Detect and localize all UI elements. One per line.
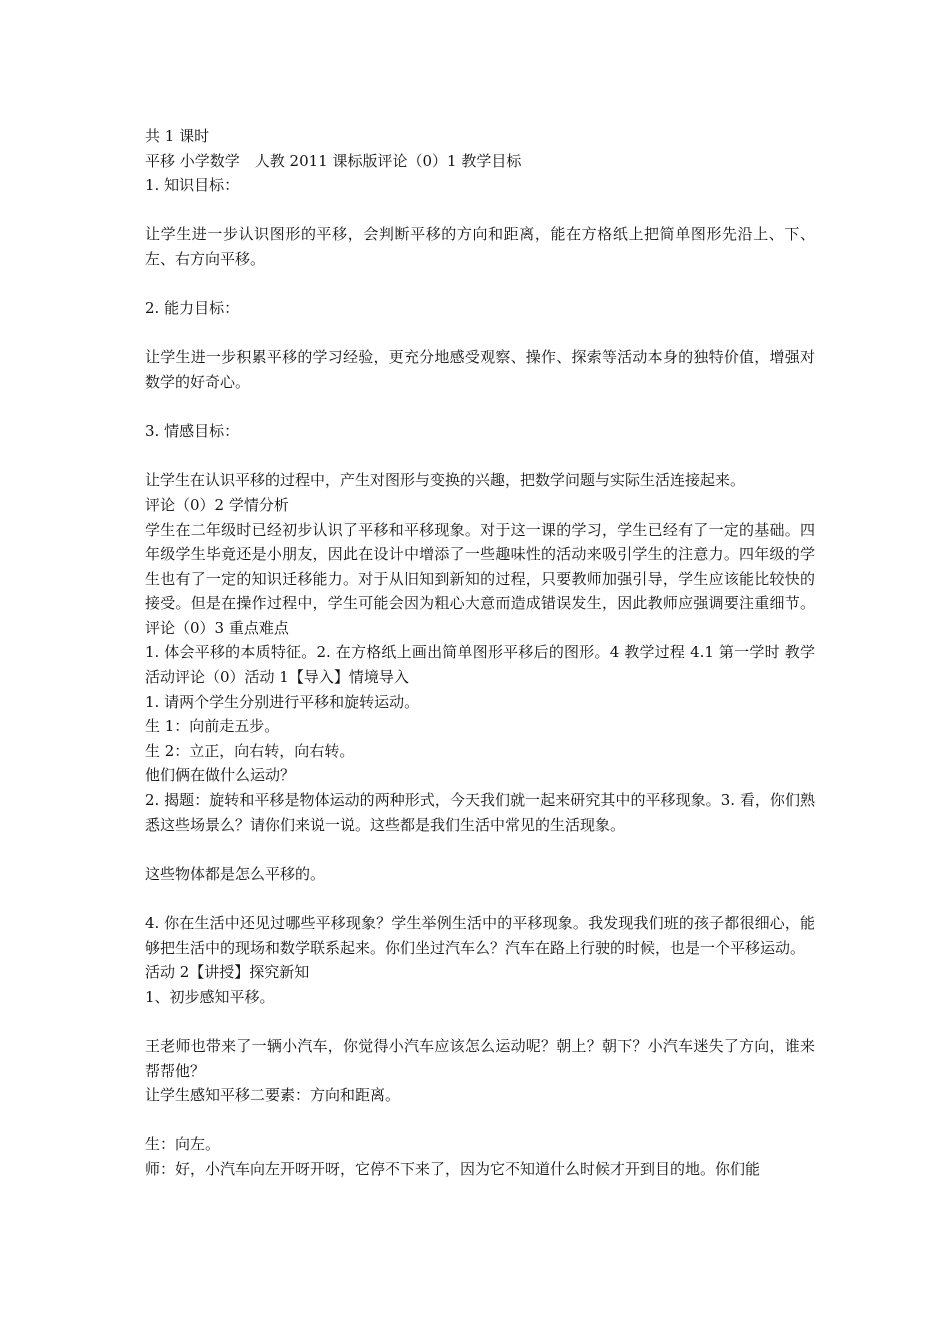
knowledge-goal-text: 让学生进一步认识图形的平移，会判断平移的方向和距离，能在方格纸上把简单图形先沿上、下、左、右方向平移。: [145, 225, 815, 268]
toy-car-text: 王老师也带来了一辆小汽车，你觉得小汽车应该怎么运动呢？朝上？朝下？小汽车迷失了方向，谁来帮帮他？: [145, 1036, 815, 1080]
emotion-goal-text: 让学生在认识平移的过程中，产生对图形与变换的兴趣，把数学问题与实际生活连接起来。: [145, 471, 746, 490]
spacer: [145, 444, 815, 469]
student-analysis-text: 学生在二年级时已经初步认识了平移和平移现象。对于这一课的学习，学生已经有了一定的基础。四年级学生毕竟还是小朋友，因此在设计中增添了一些趣味性的活动来吸引学生的注意力。四年级的学生也有了一定的知识迁移能力。对于从旧知到新知的过程，只要教师加强引导，学生应该能比较快的接受。但是在操作过程中，学生可能会因为粗心大意而造成错误发生，因此教师应强调要注重细节。评论（0）3 重点难点: [145, 520, 815, 637]
spacer: [145, 886, 815, 911]
student-answer-line: 生：向左。: [145, 1135, 221, 1154]
spacer: [145, 395, 815, 420]
spacer: [145, 272, 815, 297]
document-page: [145, 124, 815, 1182]
objects-translation-line: 这些物体都是怎么平移的。: [145, 864, 326, 883]
two-elements-line: 让学生感知平移二要素：方向和距离。: [145, 1086, 401, 1105]
ability-goal-heading: 2. 能力目标：: [145, 299, 240, 318]
teacher-line: 师：好，小汽车向左开呀开呀，它停不下来了，因为它不知道什么时候才开到目的地。你们能: [145, 1159, 761, 1178]
spacer: [145, 321, 815, 346]
ability-goal-text: 让学生进一步积累平移的学习经验，更充分地感受观察、操作、探索等活动本身的独特价值，增强对数学的好奇心。: [145, 348, 815, 391]
key-points-text: 1. 体会平移的本质特征。2. 在方格纸上画出简单图形平移后的图形。4 教学过程 4.1 第一学时 教学活动评论（0）活动 1【导入】情境导入: [145, 643, 815, 687]
question-line: 他们俩在做什么运动？: [145, 766, 296, 785]
activity-2-heading: 活动 2【讲授】探究新知: [145, 963, 310, 982]
spacer: [145, 837, 815, 862]
spacer: [145, 198, 815, 223]
student-2-line: 生 2：立正，向右转，向右转。: [145, 741, 355, 760]
initial-perception-line: 1、初步感知平移。: [145, 987, 275, 1006]
spacer: [145, 1009, 815, 1034]
life-examples-text: 4. 你在生活中还见过哪些平移现象？学生举例生活中的平移现象。我发现我们班的孩子都很细心，能够把生活中的现场和数学联系起来。你们坐过汽车么？汽车在路上行驶的时候，也是一个平移运动。: [145, 914, 815, 957]
emotion-goal-heading: 3. 情感目标：: [145, 422, 240, 441]
student-1-line: 生 1：向前走五步。: [145, 717, 280, 736]
reveal-topic-text: 2. 揭题：旋转和平移是物体运动的两种形式，今天我们就一起来研究其中的平移现象。3. 看，你们熟悉这些场景么？请你们来说一说。这些都是我们生活中常见的生活现象。: [145, 791, 815, 834]
lesson-title: 平移 小学数学 人教 2011 课标版评论（0）1 教学目标: [145, 151, 522, 170]
spacer: [145, 1108, 815, 1133]
lesson-count: 共 1 课时: [145, 127, 210, 145]
student-analysis-heading: 评论（0）2 学情分析: [145, 495, 289, 514]
knowledge-goal-heading: 1. 知识目标：: [145, 176, 240, 195]
activity-step-1: 1. 请两个学生分别进行平移和旋转运动。: [145, 692, 420, 711]
